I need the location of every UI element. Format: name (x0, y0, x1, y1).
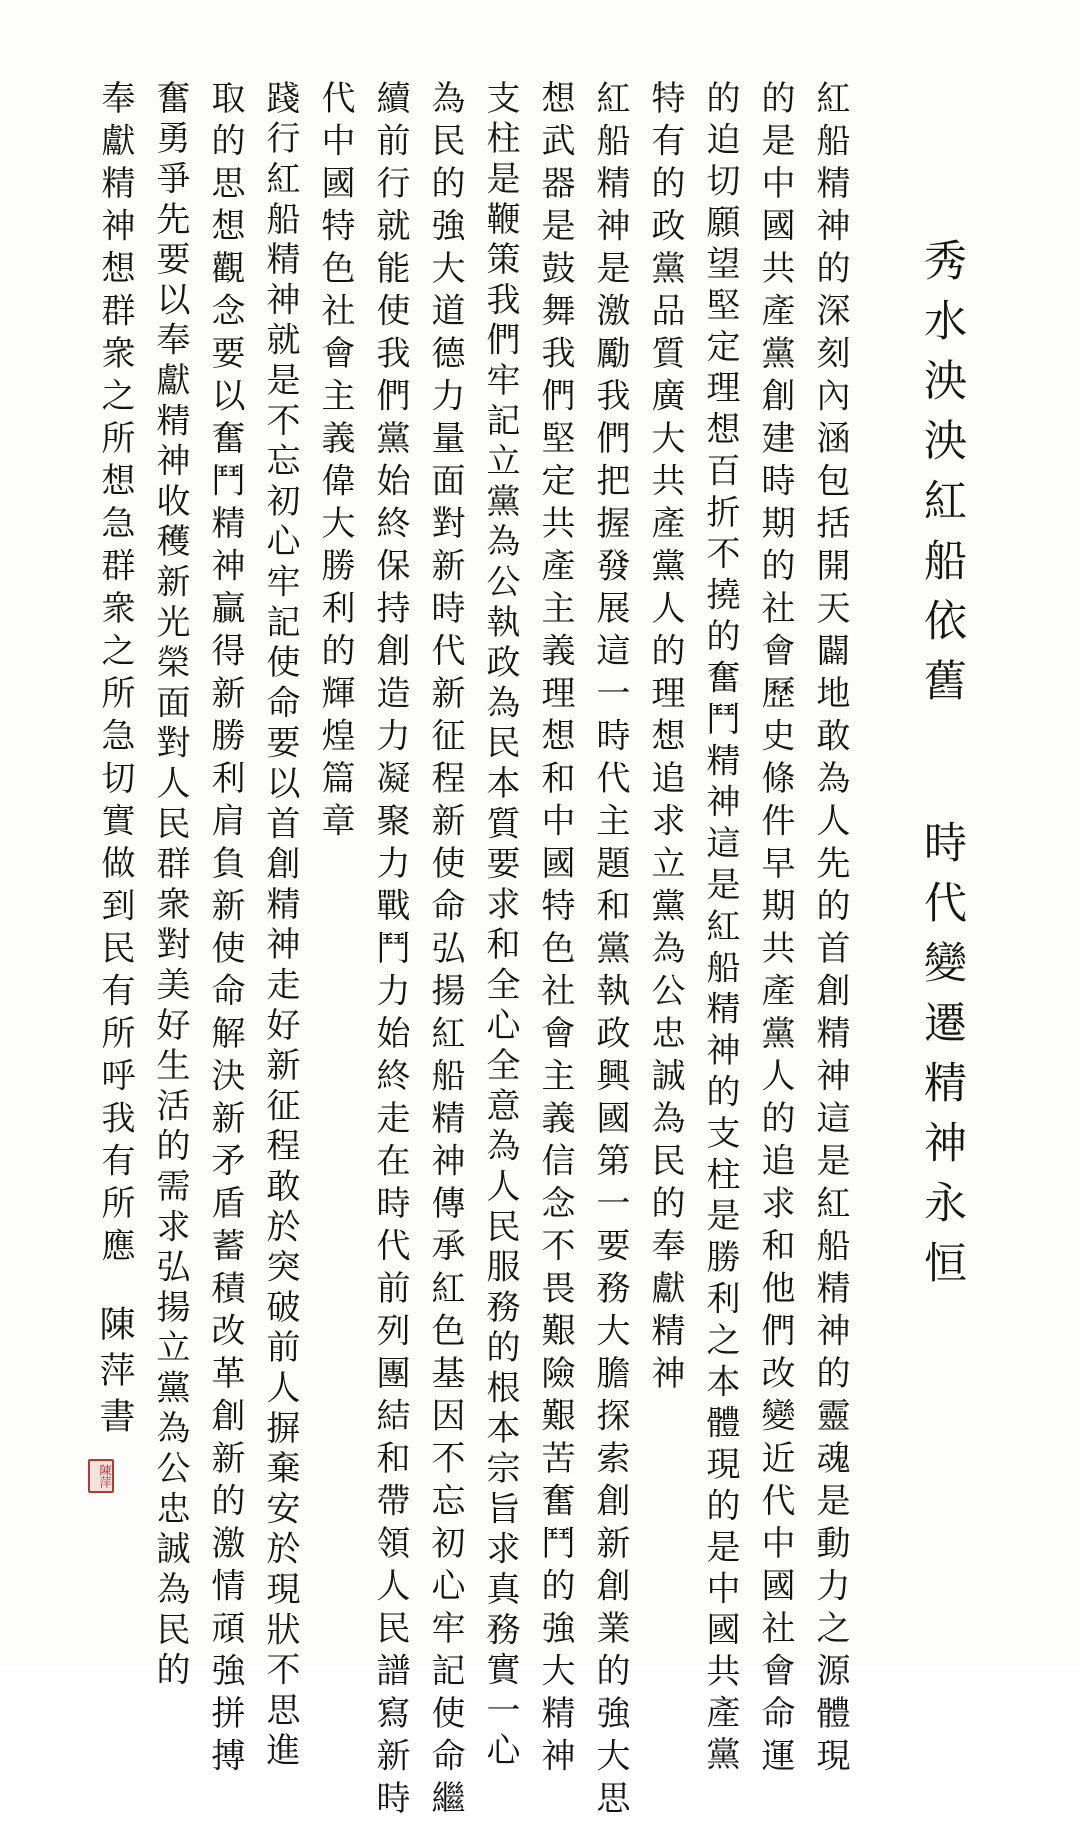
text-column: 踐行紅船精神就是不忘初心牢記使命要以首創精神走好新征程敢於突破前人摒棄安於現狀不思進 (260, 80, 300, 1773)
text-column: 特有的政黨品質廣大共產黨人的理想追求立黨為公忠誠為民的奉獻精神 (645, 80, 685, 1398)
text-column: 的是中國共產黨創建時期的社會歷史條件早期共產黨人的追求和他們改變近代中國社會命運 (755, 80, 795, 1780)
text-column: 代中國特色社會主義偉大勝利的輝煌篇章 (315, 80, 355, 845)
text-column: 奉獻精神想群衆之所想急群衆之所急切實做到民有所呼我有所應 (95, 80, 135, 1270)
text-column: 紅船精神是激勵我們把握發展這一時代主題和黨執政興國第一要務大膽探索創新創業的強大思 (590, 80, 630, 1823)
seal-stamp (88, 1459, 114, 1493)
seal-text: 陳萍 (98, 1464, 112, 1488)
text-column: 奮勇爭先要以奉獻精神收穫新光榮面對人民群衆對美好生活的需求弘揚立黨為公忠誠為民的 (150, 80, 190, 1692)
title-line-1: 秀水泱泱紅船依舊 (917, 238, 967, 718)
text-column: 續前行就能使我們黨始終保持創造力凝聚力戰鬥力始終走在時代前列團結和帶領人民譜寫新時 (370, 80, 410, 1823)
text-column: 為民的強大道德力量面對新時代新征程新使命弘揚紅船精神傳承紅色基因不忘初心牢記使命繼 (425, 80, 465, 1823)
text-column: 取的思想觀念要以奮鬥精神贏得新勝利肩負新使命解決新矛盾蓄積改革創新的激情頑強拼搏 (205, 80, 245, 1780)
text-column: 想武器是鼓舞我們堅定共產主義理想和中國特色社會主義信念不畏艱險艱苦奮鬥的強大精神 (535, 80, 575, 1780)
signature: 陳萍書 (94, 1305, 135, 1443)
title-line-2: 時代變遷精神永恒 (917, 820, 967, 1300)
text-column: 的迫切願望堅定理想百折不撓的奮鬥精神這是紅船精神的支柱是勝利之本體現的是中國共產黨 (700, 80, 740, 1778)
text-column: 支柱是鞭策我們牢記立黨為公執政為民本質要求和全心全意為人民服務的根本宗旨求真務實一心 (480, 80, 520, 1773)
text-column: 紅船精神的深刻內涵包括開天闢地敢為人先的首創精神這是紅船精神的靈魂是動力之源體現 (810, 80, 850, 1780)
